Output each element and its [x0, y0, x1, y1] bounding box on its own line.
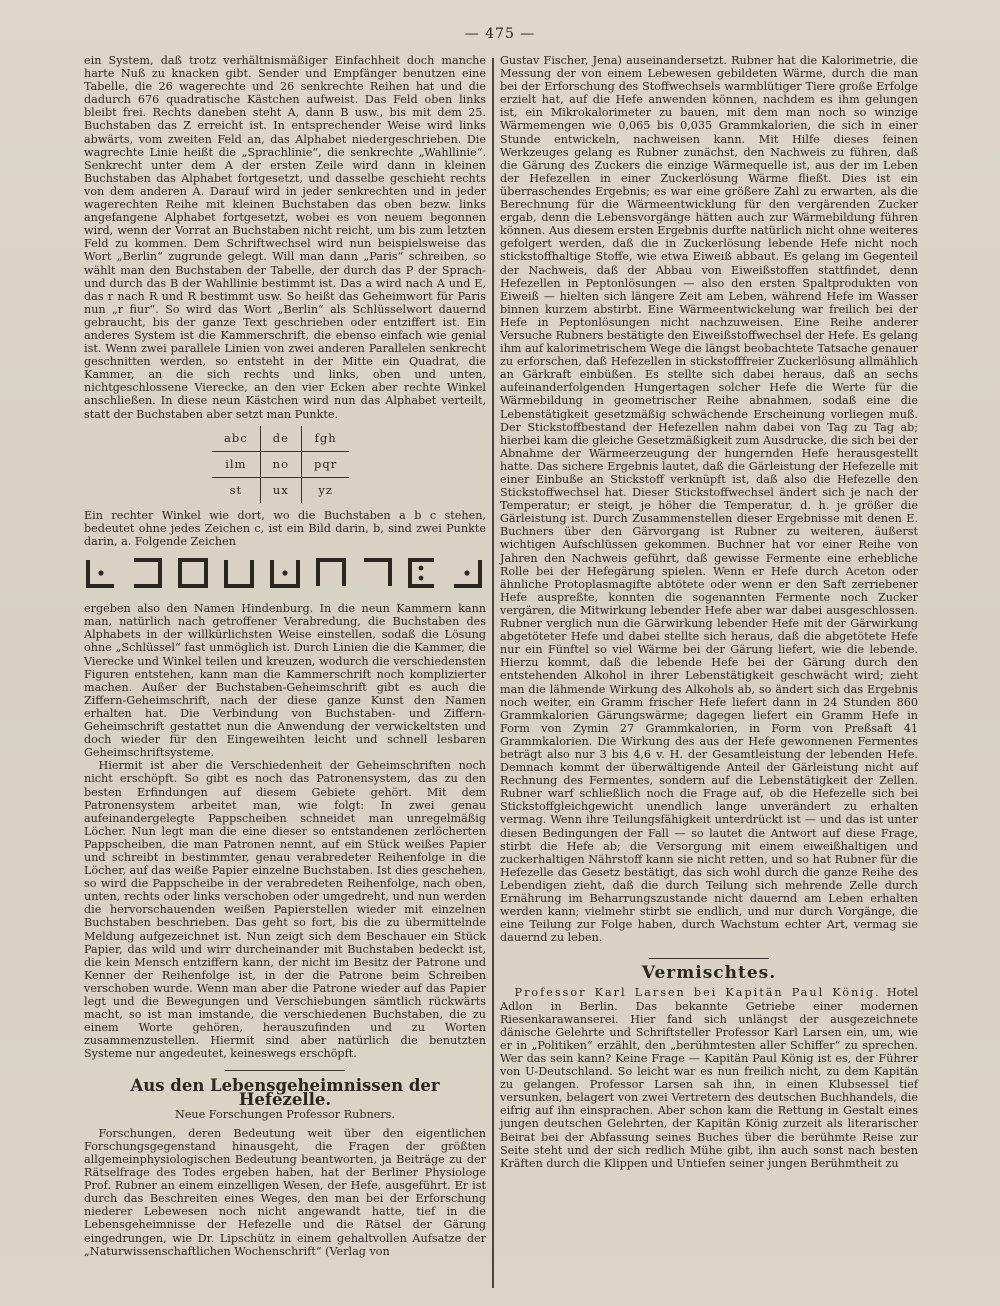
item-lead: Professor Karl Larsen bei Kapitän Paul König.	[514, 986, 881, 1000]
grid-cell: no	[260, 451, 301, 477]
grid-cell: fgh	[302, 426, 350, 452]
paragraph: Forschungen, deren Bedeutung weit über den eigentlichen Forschungsgegenstand hinausgeht, die Fragen der größten allgemeinphysiologischen Bedeutung beantworten, ja Beiträge zu der Rätselfrage des Todes ergeben haben, hat der Berliner Physiologe Prof. Rubner an einem einzelligen Wesen, der Hefe, ausgeführt. Er ist durch das Beschreiten eines Weges, den man bei der Erforschung niederer Lebewesen noch nicht angewandt hatte, tief in die Lebensgeheimnisse der Hefezelle und die Rätsel der Gärung eingedrungen, wie Dr. Lipschütz in einem gehaltvollen Aufsatze der „Naturwissenschaftlichen Wochenschrift“ (Verlag von	[84, 1126, 486, 1258]
cipher-glyphs-hindenburg	[84, 556, 486, 592]
paragraph: ergeben also den Namen Hindenburg. In die neun Kammern kann man, natürlich nach getroffener Verabredung, die Buchstaben des Alphabets in der willkürlichsten Weise einstellen, sodaß die Lösung ohne „Schlüssel“ fast unmöglich ist. Durch Linien die die Kammer, die Vierecke und Winkel teilen und kreuzen, wodurch die verschiedensten Figuren entstehen, kann man die Kammerschrift noch komplizierter machen. Außer der Buchstaben-Geheimschrift gibt es auch die Ziffern-Geheimschrift, nach der diese ganze Kunst den Namen erhalten hat. Die Verbindung von Buchstaben- und Ziffern-Geheimschrift gestattet nun die Anwendung der verwickeltsten und doch wieder für den Eingeweihten leicht und schnell lesbaren Geheimschriftsysteme.	[84, 602, 486, 760]
left-column	[84, 54, 486, 1258]
grid-cell: abc	[224, 430, 248, 445]
page-number: — 475 —	[464, 26, 536, 42]
grid-cell: st	[212, 477, 260, 503]
article-title: Aus den Lebensgeheimnissen der Hefezelle.	[130, 1076, 440, 1109]
grid-cell: yz	[302, 477, 350, 503]
grid-cell: ux	[260, 477, 301, 503]
article-subtitle: Neue Forschungen Professor Rubners.	[175, 1107, 395, 1121]
grid-cell: pqr	[302, 451, 350, 477]
cipher-symbols-image	[84, 556, 486, 592]
grid-cell: de	[260, 426, 301, 452]
cipher-grid	[212, 426, 349, 503]
section-title: Vermischtes.	[641, 963, 777, 984]
grid-cell: ilm	[212, 451, 260, 477]
right-column	[500, 54, 918, 1170]
paragraph: Gustav Fischer, Jena) auseinandersetzt. Rubner hat die Kalorimetrie, die Messung der von einem Lebewesen gebildeten Wärme, durch die man bei der Erforschung des Stoffwechsels warmblütiger Tiere große Erfolge erzielt hat, auf die Hefe anwenden können, nachdem es ihm gelungen ist, ein Mikrokalorimeter zu bauen, mit dem man noch so winzige Wärmemengen wie 0,065 bis 0,035 Grammkalorien, die sich in einer Stunde entwickeln, nachweisen kann. Mit Hilfe dieses feinen Werkzeuges gelang es Rubner zunächst, den Nachweis zu führen, daß die Gärung des Zuckers die einzige Wärmequelle ist, aus der im Leben der Hefezellen in einer Zuckerlösung Wärme fließt. Dies ist ein überraschendes Ergebnis; es war eine größere Zahl zu erwarten, als die Berechnung für die Wärmeentwicklung für den vergärenden Zucker ergab, denn die Lebensvorgänge hätten auch zur Wärmebildung führen können. Aus diesem ersten Ergebnis durfte natürlich nicht ohne weiteres gefolgert werden, daß die in Zuckerlösung lebende Hefe nicht noch stickstoffhaltige Stoffe, wie etwa Eiweiß abbaut. Es gelang im Gegenteil der Nachweis, daß der Abbau von Eiweißstoffen stattfindet, denn Hefezellen in Peptonlösungen — also den ersten Spaltprodukten von Eiweiß — hielten sich längere Zeit am Leben, während Hefe im Wasser binnen kurzem abstirbt. Eine Wärmeentwickelung war freilich bei der Hefe in Peptonlösungen nicht nachzuweisen. Eine Reihe anderer Versuche Rubners bestätigte den Eiweißstoffwechsel der Hefe. Es gelang ihm auf kalorimetrischem Wege die längst beobachtete Tatsache genauer zu erforschen, daß Hefezellen in stickstofffreier Zuckerlösung allmählich an Gärkraft einbüßen. Es stellte sich dabei heraus, daß an sechs aufeinanderfolgenden Hungertagen solcher Hefe die Werte für die Wärmebildung in geometrischer Reihe abnahmen, sodaß eine die Lebenstätigkeit gesetzmäßig schwächende Erscheinung vorliegen muß. Der Stickstoffbestand der Hefezellen nahm dabei von Tag zu Tag ab; hierbei kam die gleiche Gesetzmäßigkeit zum Ausdrucke, die sich bei der Abnahme der Wärmeerzeugung der hungernden Hefe herausgestellt hatte. Das sichere Ergebnis lautet, daß die Gärleistung der Hefezelle mit einer Einbuße an Stickstoff verknüpft ist, daß also die Hefezelle den Stickstoffwechsel hat. Dieser Stickstoffwechsel ändert sich je nach der Temperatur; er steigt, je höher die Temperatur, d. h. je größer die Gärleistung ist. Durch Zusammenstellen dieser Ergebnisse mit denen E. Buchners über den Gärvorgang ist Rubner zu weiteren, äußerst wichtigen Aufschlüssen gekommen. Buchner hat vor einer Reihe von Jahren den Nachweis geführt, daß gewisse Fermente eine erhebliche Rolle bei der Hefegärung spielen. Wenn er Hefe durch Aceton oder ähnliche Protoplasmagifte abtötete oder wenn er den Saft zerriebener Hefe auspreßte, konnten die sogenannten Fermente noch Zucker vergären, die Mitwirkung lebender Hefe aber war dabei ausgeschlossen. Rubner verglich nun die Gärwirkung lebender Hefe mit der Gärwirkung abgetöteter Hefe und dabei stellte sich heraus, daß die abgetötete Hefe nur ein Fünftel so viel Wärme bei der Gärung liefert, wie die lebende. Hierzu kommt, daß die lebende Hefe bei der Gärung durch den entstehenden Alkohol in ihrer Lebenstätigkeit geschwächt wird; zieht man die lähmende Wirkung des Alkohols ab, so ändert sich das Ergebnis noch weiter, ein Gramm frischer Hefe liefert dann in 24 Stunden 860 Grammkalorien Gärungswärme; dagegen liefert ein Gramm Hefe in Form von Zymin 27 Grammkalorien, in Form von Preßsaft 41 Grammkalorien. Die Wirkung des aus der Hefe gewonnenen Fermentes beträgt also nur 3 bis 4,6 v. H. der Gesamtleistung der lebenden Hefe. Demnach kommt der überwältigende Anteil der Gärleistung nicht auf Rechnung des Fermentes, sondern auf die Lebenstätigkeit der Zellen. Rubner warf schließlich noch die Frage auf, ob die Hefezelle sich bei Stickstoffgleichgewicht unendlich lange unverändert zu erhalten vermag. Wenn ihre Teilungsfähigkeit unterdrückt ist — und das ist unter diesen Bedingungen der Fall — so lautet die Antwort auf diese Frage, stirbt die Hefe ab; die Versorgung mit einem eiweißhaltigen und zuckerhaltigen Nährstoff kann sie nicht retten, und so hat Rubner für die Hefezelle das Gesetz bestätigt, das sich wohl durch die ganze Reihe des Lebendigen zieht, daß die durch Teilung sich mehrende Zelle durch Ernährung im Beharrungszustande nicht dauernd am Leben erhalten werden kann; vielmehr stirbt sie endlich, und nur durch Vorgänge, die eine Teilung zur Folge haben, durch Wachstum echter Art, vermag sie dauernd zu leben.	[500, 54, 918, 945]
column-divider	[492, 58, 494, 1288]
paragraph: Hiermit ist aber die Verschiedenheit der Geheimschriften noch nicht erschöpft. So gibt es noch das Patronensystem, das zu den besten Erfindungen auf diesem Gebiete gehört. Mit dem Patronensystem arbeitet man, wie folgt: In zwei genau aufeinandergelegte Pappscheiben schneidet man unregelmäßig Löcher. Nun legt man die eine dieser so entstandenen zerlöcherten Pappscheiben, die man Patronen nennt, auf ein Stück weißes Papier und schreibt in bestimmter, genau verabredeter Reihenfolge in die Löcher, auf das weiße Papier einzelne Buchstaben. Ist dies geschehen, so wird die Pappscheibe in der verabredeten Reihenfolge, nach oben, unten, rechts oder links verschoben oder umgedreht, und nun werden die hervorschauenden weißen Papierstellen wieder mit einzelnen Buchstaben beschrieben. Das geht so fort, bis die zu übermittelnde Meldung aufgezeichnet ist. Nun zeigt sich dem Beschauer ein Stück Papier, das wild und wirr durcheinander mit Buchstaben bedeckt ist, die kein Mensch entziffern kann, der nicht im Besitz der Patrone und Kenner der Reihenfolge ist, in der die Patrone beim Schreiben verschoben wurde. Wenn man aber die Patrone wieder auf das Papier legt und die Bewegungen und Verschiebungen sämtlich rückwärts macht, so ist man imstande, die verschiedenen Buchstaben, die zu einem Worte gehören, herauszufinden und zu Worten zusammenzustellen. Hiermit sind aber natürlich die benutzten Systeme nur angedeutet, keineswegs erschöpft.	[84, 759, 486, 1061]
item-text: Hotel Adlon in Berlin. Das bekannte Getriebe einer modernen Riesenkarawanserei. Hier fand sich unlängst der ausgezeichnete dänische Gelehrte und Schriftsteller Professor Karl Larsen ein, um, wie er in „Politiken“ erzählt, den „berühmtesten aller Schiffer“ zu sprechen. Wer das sein kann? Keine Frage — Kapitän Paul König ist es, der Führer von U-Deutschland. So leicht war es nun freilich nicht, zu dem Kapitän zu gelangen. Professor Larsen sah ihn, in einen Klubsessel tief versunken, belagert von zwei Vertretern des deutschen Buchhandels, die eifrig auf ihn einsprachen. Aber schon kam die Rettung in Gestalt eines jungen deutschen Gelehrten, der Kapitän König zurzeit als literarischer Beirat bei der Abfassung seines Buches über die berühmte Reise zur Seite steht und der sich redlich Mühe gibt, ihn auch sonst nach besten Kräften durch die Klippen und Untiefen seiner jungen Berühmtheit zu	[500, 986, 918, 1170]
section-divider	[649, 958, 769, 959]
section-divider	[225, 1070, 345, 1071]
paragraph: ein System, daß trotz verhältnismäßiger Einfachheit doch manche harte Nuß zu knacken gibt. Sender und Empfänger benutzen eine Tabelle, die 26 wagerechte und 26 senkrechte Reihen hat und die dadurch 676 quadratische Kästchen aufweist. Das Feld oben links bleibt frei. Rechts daneben steht A, dann B usw., bis mit dem 25. Buchstaben das Z erreicht ist. In entsprechender Weise wird links abwärts, vom zweiten Feld an, das Alphabet niedergeschrieben. Die wagrechte Linie heißt die „Sprachlinie“, die senkrechte „Wahllinie“. Senkrecht unter dem A der ersten Zeile wird dann in kleinen Buchstaben das Alphabet fortgesetzt, und dasselbe geschieht rechts von dem anderen A. Darauf wird in jeder senkrechten und in jeder wagerechten Reihe mit kleinen Buchstaben das oben bezw. links angefangene Alphabet fortgesetzt, wobei es von neuem begonnen wird, wenn der Vorrat an Buchstaben nicht reicht, um bis zum letzten Feld zu kommen. Dem Schriftwechsel wird nun beispielsweise das Wort „Berlin“ zugrunde gelegt. Will man dann „Paris“ schreiben, so wählt man den Buchstaben der Tabelle, der durch das P der Sprach- und durch das B der Wahllinie bestimmt ist. Das a wird nach A und E, das r nach R und R bestimmt usw. So heißt das Geheimwort für Paris nun „r fiur“. So wird das Wort „Berlin“ als Schlüsselwort dauernd gebraucht, bis der ganze Text geschrieben oder entziffert ist. Ein anderes System ist die Kammerschrift, die ebenso einfach wie genial ist. Wenn zwei parallele Linien von zwei anderen Parallelen senkrecht geschnitten werden, so entsteht in der Mitte ein Quadrat, die Kammer, an die sich rechts und links, oben und unten, nichtgeschlossene Vierecke, an den vier Ecken aber rechte Winkel anschließen. In diese neun Kästchen wird nun das Alphabet verteilt, statt der Buchstaben aber setzt man Punkte.	[84, 54, 486, 421]
paragraph: Ein rechter Winkel wie dort, wo die Buchstaben a b c stehen, bedeutet ohne jedes Zeichen c, ist ein Bild darin, b, sind zwei Punkte darin, a. Folgende Zeichen	[84, 508, 486, 549]
paragraph	[500, 986, 918, 1169]
